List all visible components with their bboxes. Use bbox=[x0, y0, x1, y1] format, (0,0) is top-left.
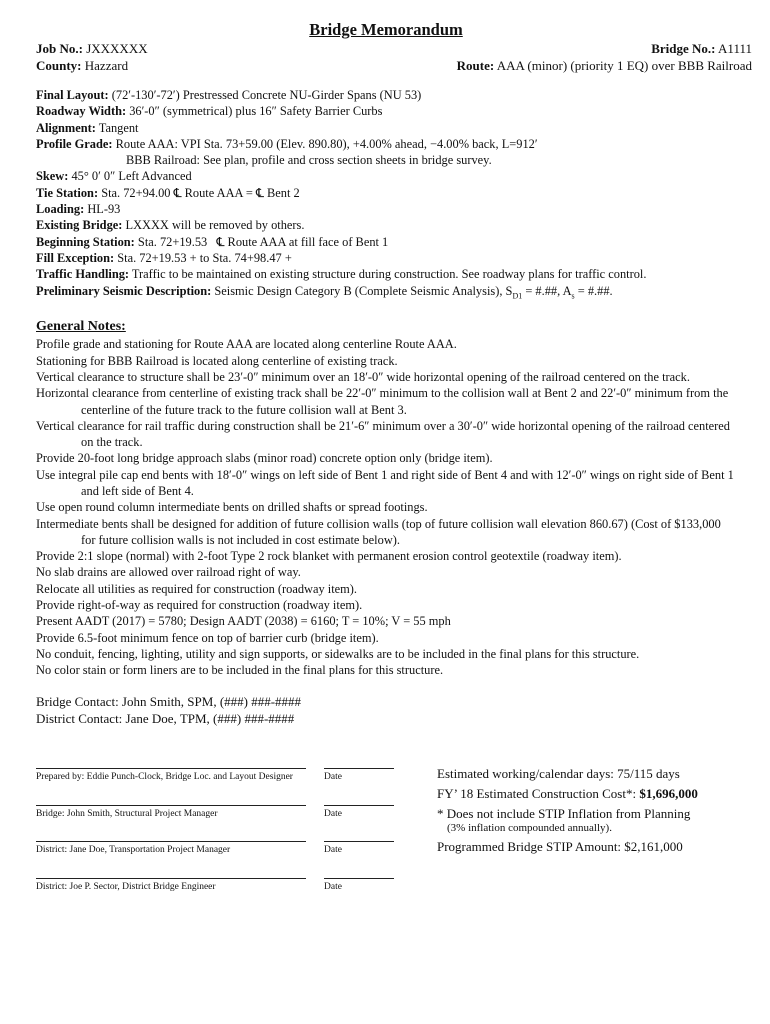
beginning-station-value: Sta. 72+19.53 ℄ Route AAA at fill face of Bent 1 bbox=[137, 234, 389, 249]
seismic-sub-s: s bbox=[571, 291, 575, 301]
stip-amount: Programmed Bridge STIP Amount: $2,161,000 bbox=[437, 839, 683, 854]
general-note: Present AADT (2017) = 5780; Design AADT (2038) = 6160; T = 10%; V = 55 mph bbox=[36, 614, 451, 629]
bridge-number bbox=[651, 40, 752, 57]
contacts bbox=[36, 693, 736, 727]
county-value: Hazzard bbox=[84, 58, 129, 73]
traffic-handling-label: Traffic Handling: bbox=[36, 267, 130, 282]
bridge-contact: Bridge Contact: John Smith, SPM, (###) ###-#### bbox=[36, 693, 302, 709]
general-note: Use integral pile cap end bents with 18′-0″ wings on left side of Bent 1 and right side of Bent 4 and with 12′-0″ wings on right side of Bent 1 and left side of Bent 4. bbox=[36, 467, 734, 498]
skew-label: Skew: bbox=[36, 169, 69, 184]
signatory: Bridge: John Smith, Structural Project Manager bbox=[36, 808, 218, 819]
general-note: Profile grade and stationing for Route AAA are located along centerline Route AAA. bbox=[36, 337, 457, 352]
general-note: Stationing for BBB Railroad is located along centerline of existing track. bbox=[36, 353, 398, 368]
estimates-block bbox=[437, 764, 757, 857]
roadway-width-label: Roadway Width: bbox=[36, 104, 127, 119]
seismic-label: Preliminary Seismic Description: bbox=[36, 283, 212, 298]
general-note: Vertical clearance to structure shall be 23′-0″ minimum over an 18′-0″ wide horizontal opening of the railroad centered on the track. bbox=[36, 369, 690, 384]
general-note: No slab drains are allowed over railroad right of way. bbox=[36, 565, 301, 580]
seismic-value-a: Seismic Design Category B (Complete Seismic Analysis), S bbox=[214, 283, 513, 298]
general-note: No color stain or form liners are to be included in the final plans for this structure. bbox=[36, 663, 444, 678]
construction-cost-value: $1,696,000 bbox=[639, 786, 698, 801]
field-final-layout bbox=[36, 87, 736, 103]
bridge-number-label: Bridge No.: bbox=[651, 41, 716, 56]
beginning-station-label: Beginning Station: bbox=[36, 234, 135, 249]
general-note: No conduit, fencing, lighting, utility and sign supports, or sidewalks are to be included in the final plans for this structure. bbox=[36, 646, 640, 661]
seismic-sub-d1: D1 bbox=[512, 291, 523, 301]
construction-cost bbox=[437, 784, 757, 804]
route bbox=[457, 57, 752, 74]
traffic-handling-value: Traffic to be maintained on existing structure during construction. See roadway plans for traffic control. bbox=[131, 267, 647, 282]
header-row-county bbox=[36, 57, 752, 74]
signature-line bbox=[36, 833, 406, 870]
county-label: County: bbox=[36, 58, 82, 73]
working-days: Estimated working/calendar days: 75/115 days bbox=[437, 766, 680, 781]
field-alignment bbox=[36, 120, 736, 136]
general-note: Provide 20-foot long bridge approach slabs (minor road) concrete option only (bridge item). bbox=[36, 451, 493, 466]
job-number-label: Job No.: bbox=[36, 41, 83, 56]
signature-rule bbox=[36, 768, 306, 769]
inflation-footnote: * Does not include STIP Inflation from Planning bbox=[437, 806, 691, 821]
field-existing-bridge bbox=[36, 217, 736, 233]
general-note: Provide right-of-way as required for construction (roadway item). bbox=[36, 598, 363, 613]
roadway-width-value: 36′-0″ (symmetrical) plus 16″ Safety Barrier Curbs bbox=[129, 104, 383, 119]
route-value: AAA (minor) (priority 1 EQ) over BBB Railroad bbox=[496, 58, 752, 73]
signature-line bbox=[36, 797, 406, 834]
field-profile-grade-railroad: BBB Railroad: See plan, profile and cross section sheets in bridge survey. bbox=[126, 153, 492, 168]
field-profile-grade bbox=[36, 136, 736, 152]
date-rule bbox=[324, 768, 394, 769]
signature-rule bbox=[36, 841, 306, 842]
date-label: Date bbox=[324, 845, 342, 855]
final-layout-value: (72′-130′-72′) Prestressed Concrete NU-Girder Spans (NU 53) bbox=[111, 88, 422, 102]
profile-grade-value: Route AAA: VPI Sta. 73+59.00 (Elev. 890.80), +4.00% ahead, −4.00% back, L=912′ bbox=[115, 136, 538, 151]
general-note: Provide 2:1 slope (normal) with 2-foot Type 2 rock blanket with permanent erosion control geotextile (roadway item). bbox=[36, 549, 622, 564]
general-notes-list bbox=[36, 336, 736, 678]
skew-value: 45° 0′ 0″ Left Advanced bbox=[71, 169, 192, 184]
tie-station-value: Sta. 72+94.00 ℄ Route AAA = ℄ Bent 2 bbox=[101, 185, 300, 200]
layout-fields bbox=[36, 87, 736, 304]
signatory: Prepared by: Eddie Punch-Clock, Bridge Loc. and Layout Designer bbox=[36, 772, 293, 782]
seismic-value-b: = #.##, A bbox=[522, 283, 572, 298]
signature-rule bbox=[36, 805, 306, 806]
field-fill-exception bbox=[36, 250, 736, 266]
job-number bbox=[36, 40, 148, 57]
date-label: Date bbox=[324, 772, 342, 782]
field-roadway-width bbox=[36, 103, 736, 119]
signatory: District: Jane Doe, Transportation Project Manager bbox=[36, 845, 231, 855]
date-rule bbox=[324, 805, 394, 806]
signature-rule bbox=[36, 878, 306, 879]
general-note: Use open round column intermediate bents on drilled shafts or spread footings. bbox=[36, 500, 428, 515]
field-skew bbox=[36, 168, 736, 184]
field-tie-station bbox=[36, 185, 736, 201]
construction-cost-label: FY’ 18 Estimated Construction Cost*: bbox=[437, 786, 640, 801]
field-beginning-station bbox=[36, 234, 736, 250]
bridge-number-value: A1111 bbox=[718, 41, 752, 56]
date-rule bbox=[324, 841, 394, 842]
existing-bridge-label: Existing Bridge: bbox=[36, 218, 123, 233]
memo-page bbox=[36, 20, 752, 727]
general-notes-heading: General Notes: bbox=[36, 319, 126, 335]
general-note: Vertical clearance for rail traffic during construction shall be 21′-6″ minimum over a 30′-0″ wide horizontal opening of the railroad centered on the track. bbox=[36, 418, 730, 450]
date-label: Date bbox=[324, 881, 342, 892]
general-note: Horizontal clearance from centerline of existing track shall be 22′-0″ minimum to the collision wall at Bent 2 and 22′-0″ minimum from the centerline of the future track to the future collision wall at Bent 3. bbox=[36, 386, 729, 417]
final-layout-label: Final Layout: bbox=[36, 88, 109, 102]
field-seismic bbox=[36, 283, 736, 305]
page-title: Bridge Memorandum bbox=[309, 20, 463, 39]
seismic-value-c: = #.##. bbox=[574, 283, 613, 298]
district-contact: District Contact: Jane Doe, TPM, (###) ###-#### bbox=[36, 710, 295, 726]
general-note: Relocate all utilities as required for construction (roadway item). bbox=[36, 581, 358, 596]
county bbox=[36, 57, 128, 74]
general-note: Provide 6.5-foot minimum fence on top of barrier curb (bridge item). bbox=[36, 630, 379, 645]
loading-label: Loading: bbox=[36, 202, 85, 217]
signature-line bbox=[36, 870, 406, 907]
fill-exception-value: Sta. 72+19.53 + to Sta. 74+98.47 + bbox=[117, 250, 292, 265]
fill-exception-label: Fill Exception: bbox=[36, 250, 115, 265]
alignment-value: Tangent bbox=[98, 120, 139, 135]
job-number-value: JXXXXXX bbox=[86, 41, 148, 56]
field-traffic-handling bbox=[36, 266, 736, 282]
signatory: District: Joe P. Sector, District Bridge Engineer bbox=[36, 881, 216, 892]
date-label: Date bbox=[324, 808, 342, 819]
field-loading bbox=[36, 201, 736, 217]
profile-grade-label: Profile Grade: bbox=[36, 136, 113, 151]
general-note: Intermediate bents shall be designed for addition of future collision walls (top of future collision wall elevation 860.67) (Cost of $133,000 for future collision walls is not included in cost estimate below). bbox=[36, 516, 721, 547]
signature-block bbox=[36, 760, 406, 906]
inflation-footnote-detail: (3% inflation compounded annually). bbox=[447, 822, 612, 834]
existing-bridge-value: LXXXX will be removed by others. bbox=[125, 218, 305, 233]
route-label: Route: bbox=[456, 58, 495, 73]
signature-line bbox=[36, 760, 406, 797]
alignment-label: Alignment: bbox=[36, 120, 96, 135]
header-row-job bbox=[36, 40, 752, 57]
date-rule bbox=[324, 878, 394, 879]
loading-value: HL-93 bbox=[87, 202, 121, 217]
tie-station-label: Tie Station: bbox=[36, 185, 99, 200]
